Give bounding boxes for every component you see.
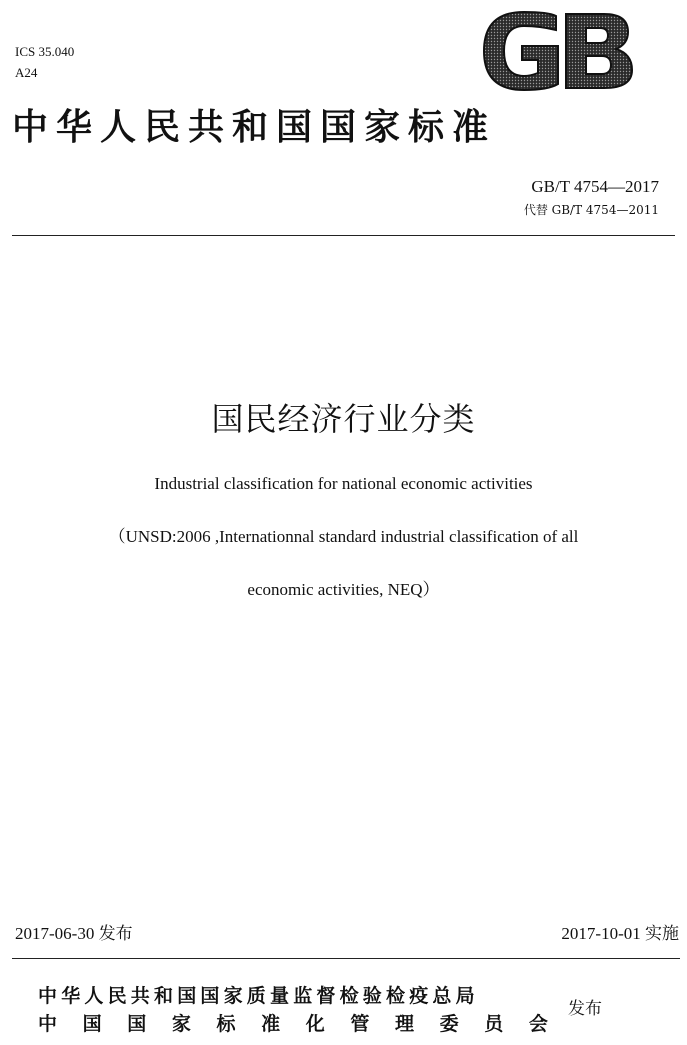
issuer-sac-char: 标	[216, 1013, 236, 1035]
issuer-sac-char: 准	[261, 1013, 281, 1035]
publish-label: 发布	[568, 999, 602, 1019]
national-standard-title: 中华人民共和国国家标准	[12, 107, 497, 148]
issuer-sac-char: 家	[171, 1013, 191, 1035]
equivalence-note-line-1: （UNSD:2006 ,Internationnal standard industrial classification of all	[108, 527, 579, 546]
issuer-sac-char: 国	[127, 1013, 147, 1035]
issuer-sac-char: 理	[395, 1013, 415, 1035]
issuer-sac-char: 中	[38, 1013, 58, 1035]
issue-date: 2017-06-30 发布	[15, 924, 133, 943]
issuer-sac-char: 委	[439, 1013, 459, 1035]
english-title: Industrial classification for national economic activities	[154, 474, 533, 493]
issuer-sac-char: 国	[82, 1013, 102, 1035]
issuer-sac-char: 化	[305, 1013, 325, 1035]
ics-code: ICS 35.040	[15, 44, 75, 59]
chinese-title: 国民经济行业分类	[211, 400, 476, 438]
gb-logo-graphic	[478, 10, 636, 92]
ccs-code: A24	[15, 65, 38, 80]
top-divider	[12, 235, 675, 236]
bottom-divider	[12, 958, 680, 959]
issuer-sac-char: 会	[528, 1013, 548, 1035]
issuer-aqsiq: 中华人民共和国国家质量监督检验检疫总局	[38, 985, 479, 1007]
issuer-sac-char: 员	[484, 1013, 504, 1035]
standard-number: GB/T 4754—2017	[531, 177, 659, 196]
issuer-sac	[38, 1010, 548, 1038]
implementation-date: 2017-10-01 实施	[561, 924, 679, 943]
gb-logo	[478, 10, 636, 92]
equivalence-note-line-2: economic activities, NEQ）	[247, 580, 440, 599]
replaces-standard: 代替 GB/T 4754—2011	[523, 203, 659, 217]
classification-codes	[15, 41, 74, 83]
issuer-sac-char: 管	[350, 1013, 370, 1035]
